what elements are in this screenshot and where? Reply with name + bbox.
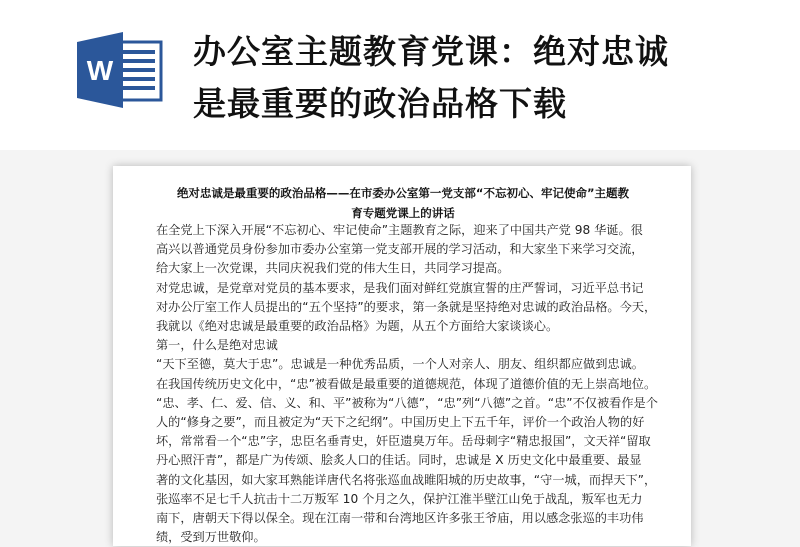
document-line: 高兴以普通党员身份参加市委办公室第一党支部开展的学习活动，和大家坐下来学习交流， — [156, 242, 644, 257]
header — [0, 0, 800, 150]
title-line: 是最重要的政治品格下载 — [193, 84, 567, 123]
document-line: 对办公厅室工作人员提出的“五个坚持”的要求，第一条就是坚持绝对忠诚的政治品格。今天， — [156, 299, 657, 314]
document-title-line: 绝对忠诚是最重要的政治品格——在市委办公室第一党支部“不忘初心、牢记使命”主题教 — [176, 186, 630, 200]
document-line: 我就以《绝对忠诚是最重要的政治品格》为题，从五个方面给大家谈谈心。 — [156, 319, 559, 334]
title-line: 办公室主题教育党课：绝对忠诚 — [193, 32, 669, 71]
document-line: “天下至德，莫大于忠”。忠诚是一种优秀品质，一个人对亲人、朋友、组织都应做到忠诚。 — [156, 357, 644, 372]
document-line: 在我国传统历史文化中，“忠”被看做是最重要的道德规范，体现了道德价值的无上崇高地位。 — [156, 376, 657, 391]
document-line: 著的文化基因，如大家耳熟能详唐代名将张巡血战睢阳城的历史故事，“守一城，而捍天下”， — [156, 472, 657, 487]
document-line: 绩，受到万世敬仰。 — [156, 530, 266, 545]
document-line: 人的“修身之要”，而且被定为“天下之纪纲”。中国历史上下五千年，评价一个政治人物的好 — [156, 415, 645, 430]
document-title-line: 育专题党课上的讲话 — [351, 206, 455, 220]
document-line: 对党忠诚，是党章对党员的基本要求，是我们面对鲜红党旗宣誓的庄严誓词，习近平总书记 — [156, 280, 644, 295]
document-line: 坏，常常看一个“忠”字，忠臣名垂青史，奸臣遗臭万年。岳母刺字“精忠报国”，文天祥“留取 — [156, 434, 651, 449]
document-line: 南下，唐朝天下得以保全。现在江南一带和台湾地区许多张王爷庙，用以感念张巡的丰功伟 — [156, 511, 644, 526]
document-line: “忠、孝、仁、爱、信、义、和、平”被称为“八德”，“忠”列“八德”之首。“忠”不仅被看作是个 — [156, 395, 658, 410]
document-line: 在全党上下深入开展“不忘初心、牢记使命”主题教育之际，迎来了中国共产党 98 华诞。很 — [156, 223, 643, 237]
document-page — [113, 166, 691, 546]
document-line: 给大家上一次党课，共同庆祝我们党的伟大生日，共同学习提高。 — [156, 261, 510, 276]
document-title — [153, 183, 653, 223]
document-line: 张巡率不足七千人抗击十二万叛军 10 个月之久，保护江淮半壁江山免于战乱，叛军也无力 — [156, 491, 643, 506]
document-line: 第一，什么是绝对忠诚 — [156, 338, 278, 353]
word-icon-letter: W — [86, 55, 114, 86]
page-title — [193, 26, 753, 130]
document-body — [156, 221, 676, 547]
document-line: 丹心照汗青”，都是广为传颂、脍炙人口的佳话。同时，忠诚是 X 历史文化中最重要、最显 — [156, 453, 642, 468]
word-document-icon — [75, 30, 165, 110]
